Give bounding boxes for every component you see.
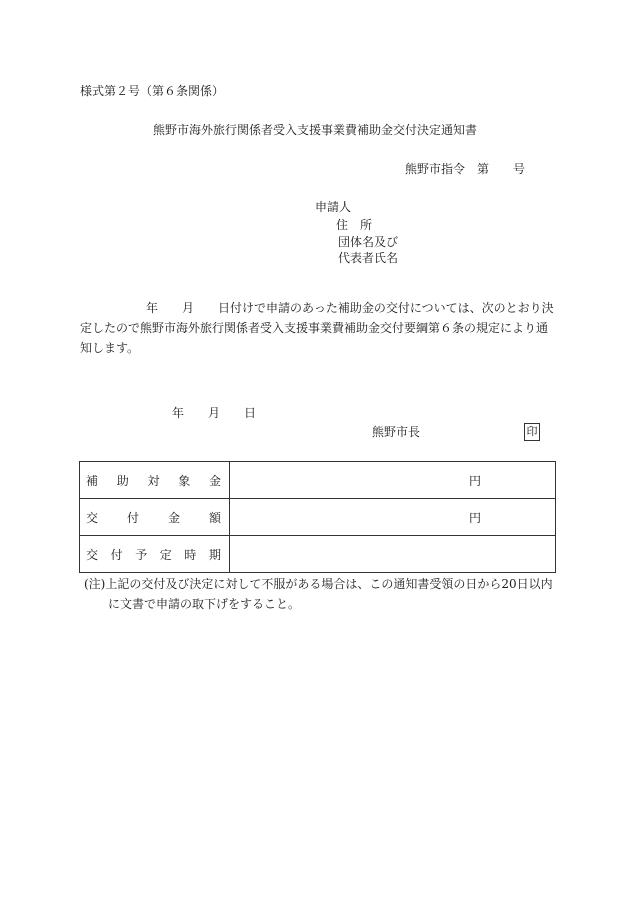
seal-stamp: 印 — [524, 423, 540, 441]
document-title: 熊野市海外旅行関係者受入支援事業費補助金交付決定通知書 — [152, 123, 477, 137]
body-line-2: 定したので熊野市海外旅行関係者受入支援事業費補助金交付要綱第６条の規定により通 — [80, 321, 549, 335]
note-line-1: (注)上記の交付及び決定に対して不服がある場合は、この通知書受領の日から20日以内 — [84, 577, 553, 591]
note — [84, 574, 564, 614]
label-char: 期 — [208, 547, 221, 562]
table-row — [80, 462, 556, 499]
notice-body — [80, 298, 560, 358]
table-row — [80, 499, 556, 536]
issuer-name: 熊野市長 — [372, 425, 421, 439]
document-number: 熊野市指令 第 号 — [405, 162, 526, 176]
address-label: 住 所 — [336, 218, 373, 232]
label-char: 付 — [126, 510, 139, 525]
row-value-subsidy-amount: 円 — [230, 462, 556, 499]
label-char: 交 — [86, 510, 99, 525]
note-line-2: に文書で申請の取下げをすること。 — [108, 597, 301, 611]
label-char: 予 — [135, 547, 148, 562]
applicant-heading: 申請人 — [315, 200, 352, 214]
body-line-1: 年 月 日付けで申請のあった補助金の交付については、次のとおり決 — [146, 301, 554, 315]
label-char: 補 — [86, 473, 99, 488]
row-value-grant-amount: 円 — [230, 499, 556, 536]
label-char: 金 — [208, 473, 221, 488]
label-char: 額 — [208, 510, 221, 525]
label-char: 金 — [167, 510, 180, 525]
body-line-3: 知します。 — [80, 341, 140, 355]
table-row — [80, 536, 556, 573]
representative-label: 代表者氏名 — [338, 251, 399, 265]
label-char: 象 — [178, 473, 191, 488]
row-value-grant-schedule — [230, 536, 556, 573]
row-label-subsidy-amount — [80, 462, 230, 499]
label-char: 付 — [110, 547, 123, 562]
label-char: 交 — [86, 547, 99, 562]
form-number: 様式第２号（第６条関係） — [80, 84, 225, 98]
label-char: 対 — [147, 473, 160, 488]
row-label-grant-amount — [80, 499, 230, 536]
label-char: 定 — [159, 547, 172, 562]
organization-label: 団体名及び — [338, 235, 399, 249]
subsidy-table — [79, 461, 556, 573]
label-char: 時 — [184, 547, 197, 562]
row-label-grant-schedule — [80, 536, 230, 573]
label-char: 助 — [116, 473, 129, 488]
issue-date: 年 月 日 — [172, 406, 257, 420]
